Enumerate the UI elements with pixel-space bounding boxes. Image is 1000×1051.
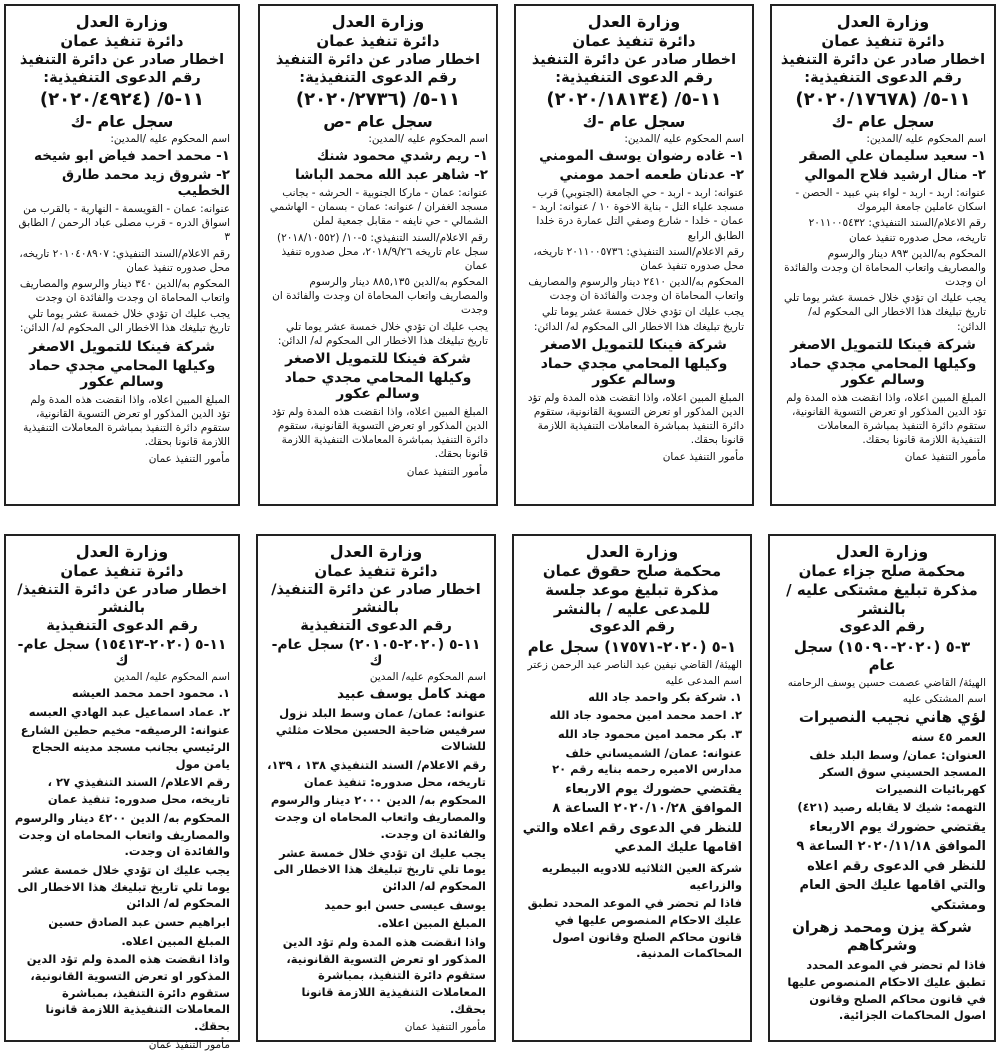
defendant-name-1: ١. محمود احمد محمد العيشه <box>71 686 230 701</box>
warning-text: يجب عليك ان تؤدي خلال خمسة عشر يوما تلي تاريخ تبليغك هذا الاخطار الى المحكوم له/ الدائن <box>17 862 230 911</box>
officer-signature: مأمور التنفيذ عمان <box>404 1021 486 1034</box>
ministry-title: وزارة العدل <box>75 12 169 31</box>
notice-top-4 <box>4 4 240 506</box>
defendant-name-1: ١. شركة بكر واحمد جاد الله <box>588 689 742 704</box>
case-number: ١١-٥/ (٢٠٢٠/٢٧٣٦) <box>295 89 461 110</box>
reference-text: رقم الاعلام/السند التنفيذي: ٥-١٠/ (٢٠١٨/١٠٥٥٢) سجل عام تاريخه ٢٠١٨/٩/٢٦، محل صدوره تنفيذ عمان <box>276 231 488 272</box>
address-text: عنوانه: اربد - اربد - حي الجامعة (الجنوبي) قرب مسجد علياء التل - بناية الاخوة ١٠ / عنوانه: اربد - عمان - خلدا - شارع وصفي التل عمارة درة خلدا الطابق الرابع <box>532 187 744 242</box>
amount-reference: المبلغ المبين اعلاه. <box>121 933 230 948</box>
creditor-company: شركة فينكا للتمويل الاصغر <box>285 350 471 367</box>
creditor-agents: وكيلها المحامي مجدي حماد وسالم عكور <box>540 355 728 388</box>
ministry-title: وزارة العدل <box>836 12 930 31</box>
department-title: دائرة تنفيذ عمان <box>572 32 696 50</box>
warning-text: يجب عليك ان تؤدي خلال خمسة عشر يوما تلي تاريخ تبليغك هذا الاخطار الى المحكوم له/ الدائن: <box>783 292 986 333</box>
case-number: ١-٥ (٢٠٢٠-١٧٥٧١) سجل عام <box>527 638 737 657</box>
amount-reference: المبلغ المبين اعلاه. <box>377 916 486 931</box>
defendant-label: اسم المحكوم عليه/ المدين <box>369 671 486 684</box>
defendant-name: لؤي هاني نجيب النصيرات <box>798 707 986 726</box>
address-text: عنوانه: اربد - اربد - لواء بني عبيد - الحصن - اسكان عاملين جامعة اليرموك <box>795 187 986 214</box>
notice-top-2 <box>514 4 754 506</box>
defendant-name-1: ١- سعيد سليمان علي الصقر <box>799 148 986 164</box>
notice-title: مذكرة تبليغ موعد جلسة للمدعى عليه / بالنشر <box>545 580 719 618</box>
closing-text: المبلغ المبين اعلاه، واذا انقضت هذه المدة ولم تؤد الدين المذكور او تعرض التسوية القانونية، ستقوم دائرة التنفيذ بمباشرة المعاملات التنفيذية اللازمة قانونا بحقك. <box>527 391 744 447</box>
complainant-name: شركة يزن ومحمد زهران وشركاهم <box>792 918 972 955</box>
officer-signature: مأمور التنفيذ عمان <box>662 451 744 464</box>
notice-top-1 <box>770 4 996 506</box>
case-label: رقم الدعوى التنفيذية: <box>43 69 201 86</box>
officer-signature: مأمور التنفيذ عمان <box>148 453 230 466</box>
closing-text: واذا انقضت هذه المدة ولم تؤد الدين المذكور او تعرض التسوية القانونية، ستقوم دائرة التنفيذ، بمباشرة المعاملات التنفيذية اللازمة قانونا بحقك. <box>26 952 230 1033</box>
officer-signature: مأمور التنفيذ عمان <box>148 1038 230 1051</box>
amount-text: المحكوم به/ الدين ٢٠٠٠ دينار والرسوم والمصاريف واتعاب المحاماه ان وجدت والفائدة ان وجدت. <box>270 793 486 841</box>
defendant-name-2: ٢. عماد اسماعيل عبد الهادي العبسه <box>28 704 230 719</box>
amount-text: المحكوم به/ الدين ٤٢٠٠ دينار والرسوم والمصاريف واتعاب المحاماه ان وجدت والفائدة ان وجدت. <box>14 810 230 859</box>
reference-text: رقم الاعلام/السند التنفيذي: ٢٠١١٠٠٥٧٣٦ تاريخه، محل صدوره تنفيذ عمان <box>533 245 744 272</box>
ministry-title: وزارة العدل <box>587 12 681 31</box>
address-text: عنوانه: عمان - ماركا الجنوبية - الحرشه - بجانب مسجد الغفران / عنوانه: عمان - بسمان - الهاشمي الشمالي - حي نايفه - مقابل جمعية لملن <box>269 187 488 228</box>
ministry-title: وزارة العدل <box>331 12 425 31</box>
notice-title: اخطار صادر عن دائرة التنفيذ <box>275 51 481 68</box>
defendant-name-3: ٣. بكر محمد امين محمود جاد الله <box>557 726 742 741</box>
case-label: رقم الدعوى التنفيذية: <box>299 69 457 86</box>
defendant-name-2: ٢. احمد محمد امين محمود جاد الله <box>549 708 742 723</box>
summons-text: يقتضي حضورك يوم الاربعاء الموافق ٢٠٢٠/١١/١٨ الساعة ٩ للنظر في الدعوى رقم اعلاه والتي اقامها عليك الحق العام ومشتكي <box>796 819 986 913</box>
closing-text: المبلغ المبين اعلاه، واذا انقضت هذه المدة ولم تؤد الدين المذكور او تعرض التسوية القانونية، ستقوم دائرة التنفيذ بمباشرة المعاملات التنفيذية اللازمة قانونا بحقك. <box>786 391 986 447</box>
department-title: دائرة تنفيذ عمان <box>316 32 440 50</box>
warning-text: يجب عليك ان تؤدي خلال خمسة عشر يوما تلي تاريخ تبليغك هذا الاخطار الى المحكوم له/ الدائن <box>273 845 486 893</box>
reference-text: رقم الاعلام/ السند التنفيذي ٢٧ ، تاريخه، محل صدوره: تنفيذ عمان <box>47 775 230 807</box>
defendant-name-1: ١- محمد احمد فياض ابو شيخه <box>34 148 230 164</box>
address-text: عنوانه: عمان/ الشميساني خلف مدارس الاميره رحمه بنايه رقم ٢٠ <box>552 745 742 777</box>
defendant-label: اسم المحكوم عليه /المدين: <box>368 133 488 145</box>
panel-text: الهيئة/ القاضي عصمت حسين يوسف الرحامنه <box>787 677 986 690</box>
notice-top-3 <box>258 4 498 506</box>
court-title: محكمة صلح جزاء عمان <box>798 562 966 580</box>
defendant-name: مهند كامل يوسف عبيد <box>337 686 486 703</box>
creditor-company: شركة فينكا للتمويل الاصغر <box>29 338 215 355</box>
defendant-name-2: ٢- شروق زيد محمد طارق الخطيب <box>62 167 230 199</box>
officer-signature: مأمور التنفيذ عمان <box>406 465 488 478</box>
amount-text: المحكوم به/الدين ٣٤٠ دينار والرسوم والمصاريف واتعاب المحاماة ان وجدت والفائدة ان وجدت <box>19 277 230 305</box>
case-label: رقم الدعوى التنفيذية <box>46 618 198 634</box>
defendant-name-1: ١- غاده رضوان يوسف المومني <box>539 148 744 164</box>
case-label: رقم الدعوى <box>839 619 925 636</box>
creditor-company: شركة فينكا للتمويل الاصغر <box>790 336 976 353</box>
creditor-name: ابراهيم حسن عبد الصادق حسين <box>48 914 230 929</box>
defendant-name-2: ٢- شاهر عبد الله محمد الباشا <box>295 167 488 183</box>
case-label: رقم الدعوى التنفيذية <box>300 618 452 634</box>
reference-text: رقم الاعلام/السند التنفيذي: ٢٠١١٠٠٥٤٣٢ تاريخه، محل صدوره تنفيذ عمان <box>808 217 986 244</box>
defendant-label: اسم المشتكى عليه <box>902 692 986 705</box>
closing-text: المبلغ المبين اعلاه، واذا انقضت هذه المدة ولم تؤد الدين المذكور او تعرض التسوية القانونية، ستقوم دائرة التنفيذ بمباشرة المعاملات التنفيذية اللازمة قانونا بحقك. <box>271 405 488 461</box>
warning-text: يجب عليك ان تؤدي خلال خمسة عشر يوما تلي تاريخ تبليغك هذا الاخطار الى المحكوم له/ الدائن: <box>19 308 230 335</box>
warning-text: يجب عليك ان تؤدي خلال خمسة عشر يوما تلي تاريخ تبليغك هذا الاخطار الى المحكوم له/ الدائن: <box>533 306 744 333</box>
defendant-label: اسم المدعى عليه <box>665 674 742 687</box>
defendant-label: اسم المحكوم عليه /المدين: <box>866 133 986 145</box>
defendant-name-1: ١- ريم رشدي محمود شنك <box>316 148 488 164</box>
amount-text: المحكوم به/الدين ٢٤١٠ دينار والرسوم والمصاريف واتعاب المحاماة ان وجدت والفائدة ان وجدت <box>528 276 744 303</box>
register-label: سجل عام -ك <box>70 112 174 131</box>
closing-text: المبلغ المبين اعلاه، واذا انقضت هذه المدة ولم تؤد الدين المذكور او تعرض التسوية القانونية، ستقوم دائرة التنفيذ بمباشرة المعاملات التنفيذية اللازمة قانونا بحقك. <box>23 393 230 449</box>
ministry-title: وزارة العدل <box>329 542 423 561</box>
address-text: العنوان: عمان/ وسط البلد خلف المسجد الحسيني سوق السكر كهربائيات النصيرات <box>809 748 986 796</box>
address-text: عنوانه: عمان - القويسمة - النهارية - بالقرب من اسواق الدره - قرب مصلى عباد الرحمن / الطابق ٣ <box>18 203 230 244</box>
creditor-name: يوسف عيسى حسن ابو حميد <box>324 897 486 912</box>
charge-text: التهمه: شيك لا يقابله رصيد (٤٢١) <box>797 800 986 815</box>
ministry-title: وزارة العدل <box>585 542 679 561</box>
ministry-title: وزارة العدل <box>75 542 169 561</box>
defendant-label: اسم المحكوم عليه/ المدين <box>113 671 230 684</box>
court-title: محكمة صلح حقوق عمان <box>542 562 722 580</box>
notice-title: اخطار صادر عن دائرة التنفيذ <box>19 51 225 68</box>
notice-title: اخطار صادر عن دائرة التنفيذ <box>531 51 737 68</box>
notice-title: اخطار صادر عن دائرة التنفيذ/بالنشر <box>17 581 227 616</box>
notice-bottom-3 <box>256 534 496 1042</box>
reference-text: رقم الاعلام/ السند التنفيذي ١٣٨ ، ١٣٩، تاريخه، محل صدوره: تنفيذ عمان <box>267 758 486 789</box>
closing-text: فاذا لم تحضر في الموعد المحدد تطبق عليك الاحكام المنصوص عليها في قانون محاكم الصلح وقانون اصول المحاكمات المدنية. <box>527 896 742 961</box>
creditor-company: شركة فينكا للتمويل الاصغر <box>541 336 727 353</box>
department-title: دائرة تنفيذ عمان <box>314 562 438 580</box>
creditor-agents: وكيلها المحامي مجدي حماد وسالم عكور <box>284 369 472 402</box>
defendant-name-2: ٢- منال ارشيد فلاح الموالي <box>804 167 986 183</box>
address-text: عنوانه: الرصيفه- مخيم حطين الشارع الرئيسي بجانب مسجد مدينه الحجاج يامن مول <box>20 723 230 771</box>
notice-title: اخطار صادر عن دائرة التنفيذ/بالنشر <box>271 581 481 616</box>
case-number: ١١-٥/ (٢٠٢٠/١٨١٣٤) <box>546 89 722 110</box>
notice-bottom-2 <box>512 534 752 1042</box>
notice-title: مذكرة تبليغ مشتكى عليه / بالنشر <box>786 580 978 618</box>
amount-text: المحكوم به/الدين ٨٩٣ دينار والرسوم والمصاريف واتعاب المحاماة ان وجدت والفائدة ان وجدت <box>784 247 986 289</box>
age-text: العمر ٤٥ سنه <box>911 729 986 744</box>
creditor-agents: وكيلها المحامي مجدي حماد وسالم عكور <box>789 355 977 388</box>
department-title: دائرة تنفيذ عمان <box>60 562 184 580</box>
amount-text: المحكوم به/الدين ٨٨٥,١٣٥ دينار والرسوم والمصاريف واتعاب المحاماة ان وجدت والفائدة ان وجدت <box>272 276 488 317</box>
case-label: رقم الدعوى <box>589 619 675 636</box>
notice-bottom-4 <box>4 534 240 1051</box>
case-number: ١١-٥ (٢٠٢٠-١٥٤١٣) سجل عام-ك <box>17 637 227 670</box>
case-number: ١١-٥ (٢٠٢٠-٢٠١٠٥) سجل عام-ك <box>271 637 481 670</box>
reference-text: رقم الاعلام/السند التنفيذي: ٢٠١٠٤٠٨٩٠٧ تاريخه، محل صدوره تنفيذ عمان <box>19 247 230 274</box>
closing-text: فاذا لم تحضر في الموعد المحدد تطبق عليك الاحكام المنصوص عليها في قانون محاكم الصلح وقانون اصول المحاكمات الجزائية. <box>787 958 986 1023</box>
summons-text: يقتضي حضورك يوم الاربعاء الموافق ٢٠٢٠/١٠/٢٨ الساعة ٨ للنظر في الدعوى رقم اعلاه والتي اقامها عليك المدعي <box>522 781 742 856</box>
defendant-name-2: ٢- عدنان طعمه احمد مومني <box>559 167 744 183</box>
defendant-label: اسم المحكوم عليه /المدين: <box>624 133 744 145</box>
panel-text: الهيئة/ القاضي نيفين عبد الناصر عبد الرحمن زعتر <box>527 659 742 672</box>
case-number: ١١-٥/ (٢٠٢٠/٤٩٢٤) <box>39 89 205 110</box>
department-title: دائرة تنفيذ عمان <box>60 32 184 50</box>
address-text: عنوانه: عمان/ عمان وسط البلد نزول سرفيس ضاحية الحسين محلات مثلثي للشالات <box>275 706 486 754</box>
department-title: دائرة تنفيذ عمان <box>821 32 945 50</box>
register-label: سجل عام -ك <box>831 112 935 131</box>
plaintiff-name: شركة العين الثلاثيه للادويه البيطريه والزراعيه <box>541 860 742 892</box>
case-label: رقم الدعوى التنفيذية: <box>555 69 713 86</box>
notice-title: اخطار صادر عن دائرة التنفيذ <box>780 51 986 68</box>
creditor-agents: وكيلها المحامي مجدي حماد وسالم عكور <box>28 357 216 390</box>
defendant-label: اسم المحكوم عليه /المدين: <box>110 133 230 145</box>
case-number: ١١-٥/ (٢٠٢٠/١٧٦٧٨) <box>795 89 971 110</box>
register-label: سجل عام -ص <box>323 112 433 131</box>
warning-text: يجب عليك ان تؤدي خلال خمسة عشر يوما تلي تاريخ تبليغك هذا الاخطار الى المحكوم له/ الدائن: <box>277 320 488 347</box>
register-label: سجل عام -ك <box>582 112 686 131</box>
notice-bottom-1 <box>768 534 996 1042</box>
officer-signature: مأمور التنفيذ عمان <box>904 451 986 464</box>
case-label: رقم الدعوى التنفيذية: <box>804 69 962 86</box>
closing-text: واذا انقضت هذه المدة ولم تؤد الدين المذكور او تعرض التسوية القانونية، ستقوم دائرة التنفيذ، بمباشرة المعاملات التنفيذية اللازمة قانونا بحقك. <box>282 934 486 1016</box>
ministry-title: وزارة العدل <box>835 542 929 561</box>
case-number: ٣-٥ (٢٠٢٠-١٥٠٩٠) سجل عام <box>793 638 971 675</box>
